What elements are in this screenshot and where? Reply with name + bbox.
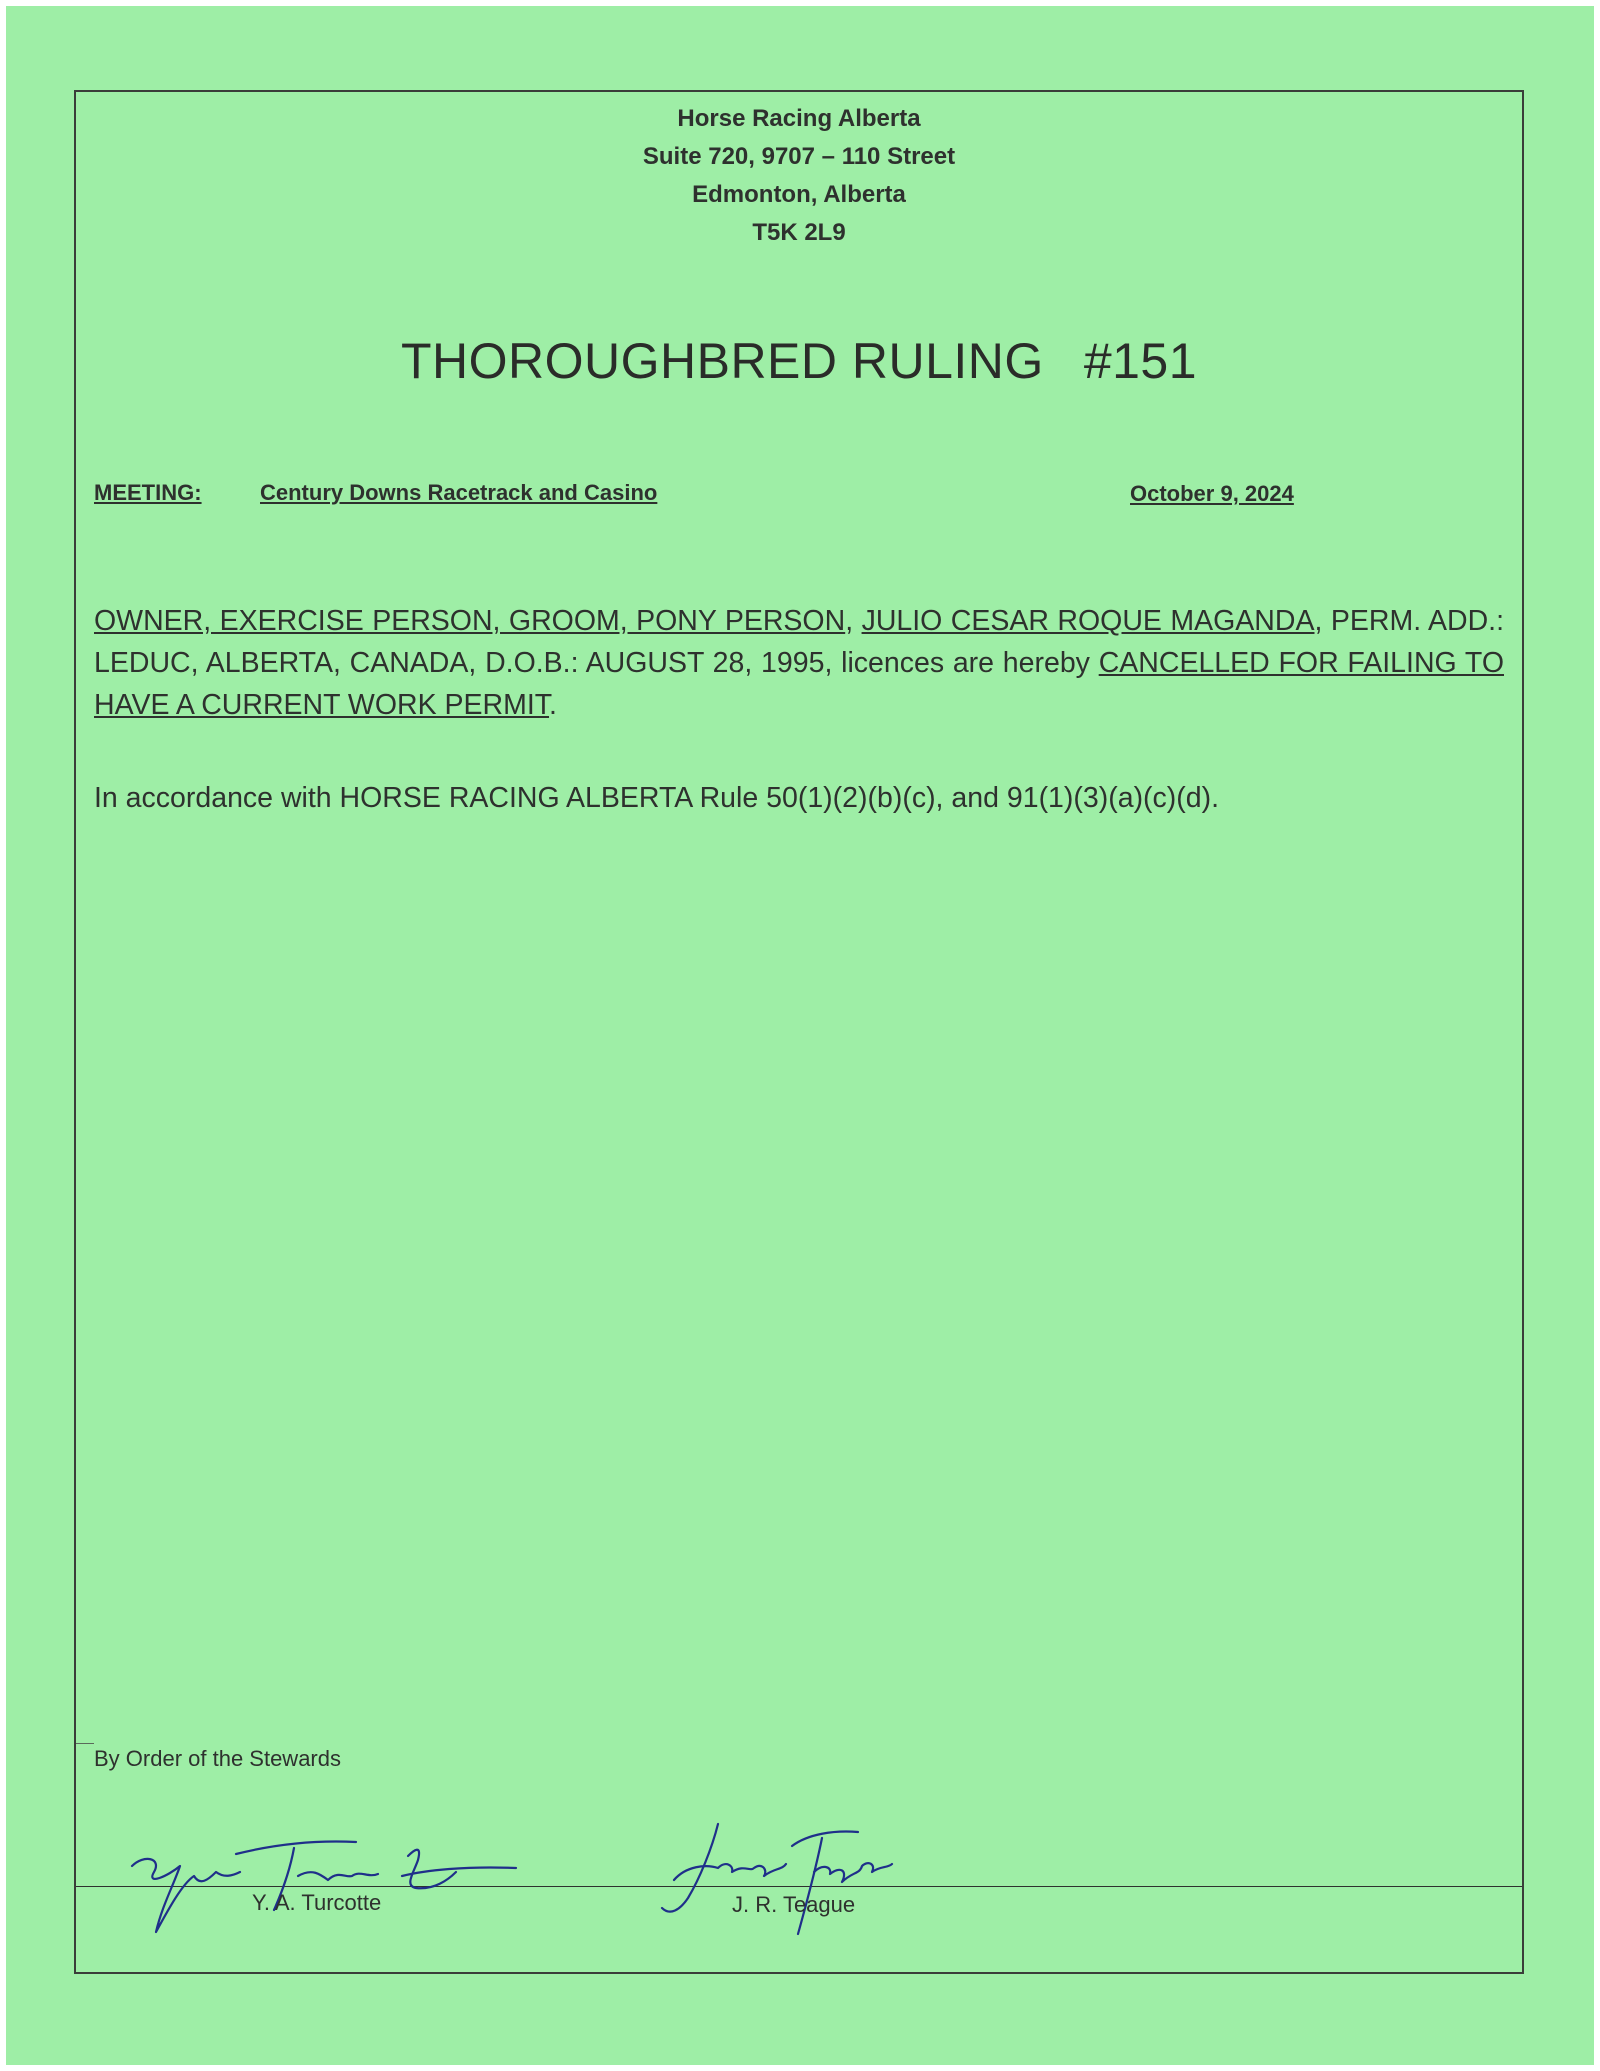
licences-held: OWNER, EXERCISE PERSON, GROOM, PONY PERSON [94, 605, 846, 637]
letterhead-city: Edmonton, Alberta [692, 181, 906, 208]
ruling-title [76, 332, 1522, 390]
letterhead [76, 100, 1522, 252]
letterhead-street: Suite 720, 9707 – 110 Street [642, 143, 956, 170]
ruling-border [74, 90, 1524, 1974]
ruling-action: CANCELLED FOR FAILING TO HAVE A CURRENT WORK PERMIT [94, 647, 1504, 721]
margin-mark [76, 1743, 94, 1744]
letterhead-postal: T5K 2L9 [752, 219, 846, 246]
steward-name-turcotte: Y. A. Turcotte [252, 1890, 382, 1915]
statement-end: . [549, 689, 557, 721]
stewards-order: By Order of the Stewards [94, 1746, 341, 1771]
licensee-details: , PERM. ADD.: LEDUC, ALBERTA, CANADA, D.O.B.: AUGUST 28, 1995, licences are hereby [94, 605, 1505, 679]
separator: , [845, 605, 862, 637]
licensee-name: JULIO CESAR ROQUE MAGANDA [861, 605, 1315, 637]
ruling-statement [94, 600, 1504, 726]
signature-teague [636, 1806, 896, 1956]
letterhead-org: Horse Racing Alberta [677, 105, 921, 132]
ruling-title-text: THOROUGHBRED RULING [400, 333, 1044, 389]
ruling-number: #151 [1083, 333, 1198, 389]
meeting-venue: Century Downs Racetrack and Casino [260, 480, 658, 505]
signature-turcotte [116, 1814, 536, 1944]
steward-name-teague: J. R. Teague [732, 1892, 856, 1917]
meeting-date: October 9, 2024 [1130, 481, 1294, 506]
rule-reference: In accordance with HORSE RACING ALBERTA Rule 50(1)(2)(b)(c), and 91(1)(3)(a)(c)(d). [94, 782, 1220, 814]
document-page [6, 6, 1594, 2065]
meeting-label: MEETING: [94, 480, 202, 505]
